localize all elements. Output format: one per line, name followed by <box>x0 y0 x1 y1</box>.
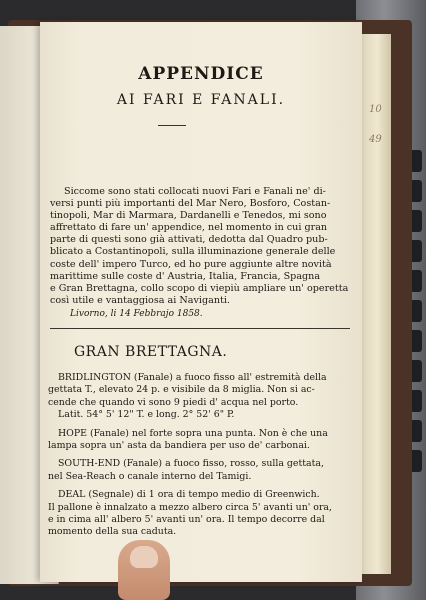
entry-line: e in cima all' albero 5' avanti un' ora. Il tempo decorre dal <box>48 514 325 526</box>
intro-line: Siccome sono stati collocati nuovi Fari e Fanali ne' di- <box>64 186 326 197</box>
entry-line: lampa sopra un' asta da bandiera per uso de' carbonai. <box>48 440 310 452</box>
date-signature: Livorno, li 14 Febbrajo 1858. <box>70 309 203 319</box>
entry-line: BRIDLINGTON (Fanale) a fuoco fisso all' estremità della <box>58 372 327 383</box>
entry-line: gettata T., elevato 24 p. e visibile da 8 miglia. Non si ac- <box>48 384 315 396</box>
list-item <box>48 489 352 539</box>
list-item <box>48 372 352 422</box>
entry-line: momento della sua caduta. <box>48 526 177 538</box>
intro-paragraph <box>50 186 350 307</box>
intro-line: marittime sulle coste d' Austria, Italia, Francia, Spagna <box>50 270 321 282</box>
intro-line: versi punti più importanti del Mar Nero, Bosforo, Costan- <box>50 198 331 210</box>
page-title: APPENDICE <box>138 64 264 84</box>
section-divider <box>50 328 350 329</box>
intro-line: tinopoli, Mar di Marmara, Dardanelli e Tenedos, mi sono <box>50 210 327 222</box>
entry-line: DEAL (Segnale) di 1 ora di tempo medio di Greenwich. <box>58 489 320 501</box>
book-page <box>40 22 362 582</box>
entry-line: HOPE (Fanale) nel forte sopra una punta. Non è che una <box>58 427 328 439</box>
intro-line: così utile e vantaggiosa ai Naviganti. <box>50 294 230 306</box>
margin-mark: 10 <box>369 104 382 115</box>
intro-line: parte di questi sono già attivati, dedotta dal Quadro pub- <box>50 234 328 246</box>
entry-line: Il pallone è innalzato a mezzo albero circa 5' avanti un' ora, <box>48 501 333 513</box>
section-title: GRAN BRETTAGNA. <box>74 344 228 360</box>
intro-line: blicato a Costantinopoli, sulla illuminazione generale delle <box>50 246 336 258</box>
entry-line: Latit. 54° 5' 12" T. e long. 2° 52' 6" P. <box>58 409 235 421</box>
margin-mark: 49 <box>369 134 382 145</box>
title-divider <box>158 125 186 126</box>
intro-line: affrettato di fare un' appendice, nel momento in cui gran <box>50 222 328 234</box>
intro-line: coste dell' impero Turco, ed ho pure aggiunte altre novità <box>50 258 332 270</box>
entry-line: SOUTH-END (Fanale) a fuoco fisso, rosso, sulla gettata, <box>58 458 324 470</box>
entries-list <box>48 372 352 545</box>
list-item <box>48 428 352 453</box>
entry-line: cende che quando vi sono 9 piedi d' acqua nel porto. <box>48 396 299 408</box>
page-subtitle: AI FARI E FANALI. <box>116 92 286 108</box>
intro-line: e Gran Brettagna, collo scopo di viepiù ampliare un' operetta <box>50 282 349 294</box>
entry-line: nel Sea-Reach o canale interno del Tamigi. <box>48 470 252 482</box>
list-item <box>48 458 352 483</box>
thumbnail-nail <box>130 546 158 568</box>
